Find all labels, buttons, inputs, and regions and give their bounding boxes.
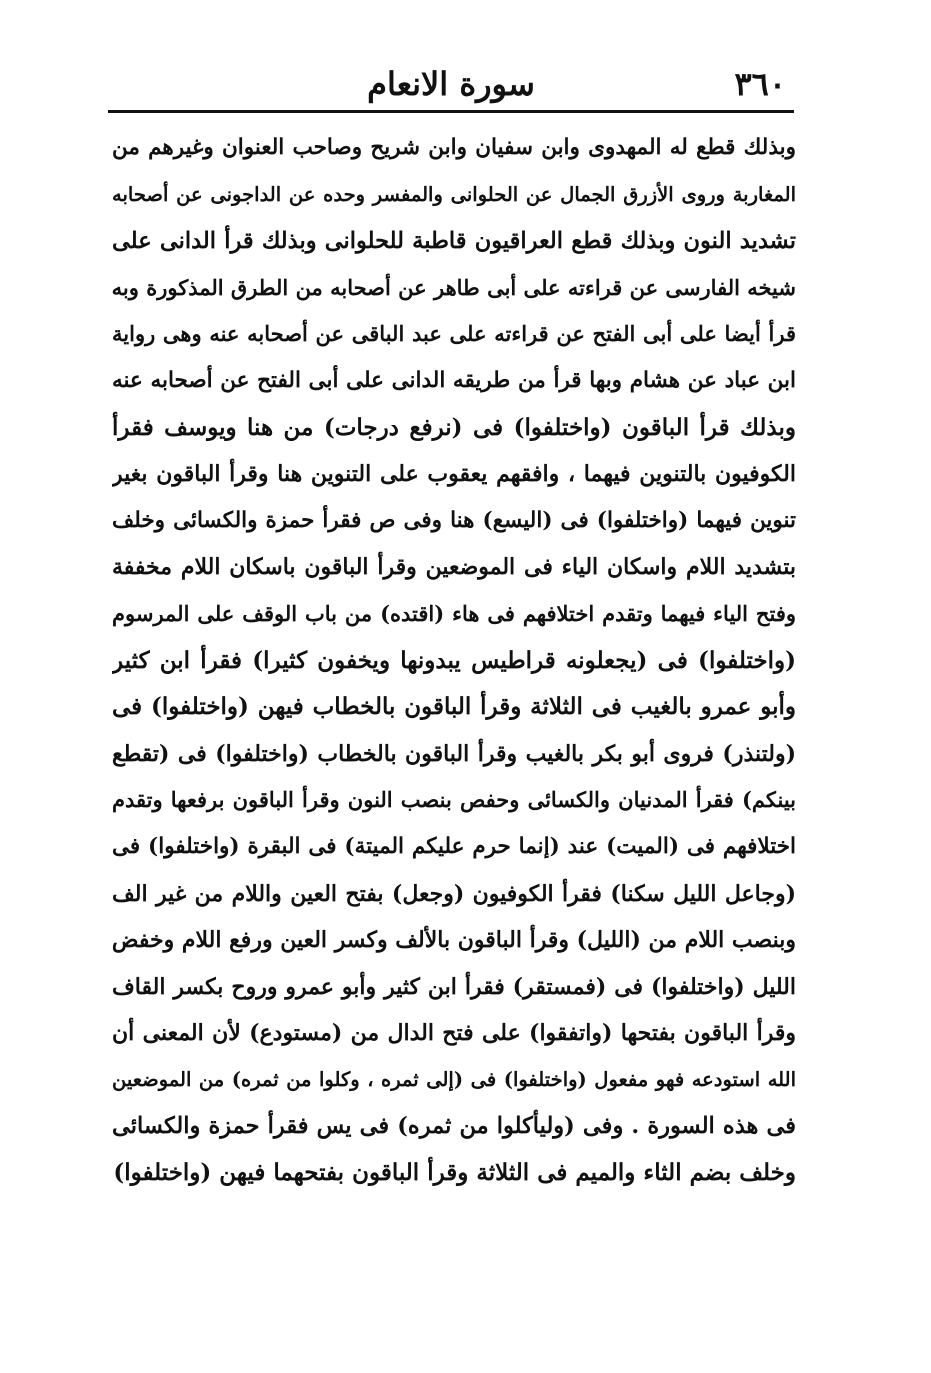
running-title: سورة الانعام (367, 65, 535, 103)
text-line: ابن عباد عن هشام وبها قرأ من طريقه الدانى على أبى الفتح عن أصحابه عنه (112, 367, 796, 393)
text-line: وبذلك قرأ الباقون (واختلفوا) فى (نرفع درجات) من هنا ويوسف فقرأ (112, 413, 796, 441)
text-line: وبنصب اللام من (الليل) وقرأ الباقون بالألف وكسر العين ورفع اللام وخفض (112, 927, 796, 954)
text-line: وخلف بضم الثاء والميم فى الثلاثة وقرأ الباقون بفتحهما فيهن (واختلفوا) (113, 1159, 796, 1187)
text-line: وأبو عمرو بالغيب فى الثلاثة وقرأ الباقون بالخطاب فيهن (واختلفوا) فى (112, 693, 796, 721)
text-line: تنوين فيهما (واختلفوا) فى (اليسع) هنا وفى ص فقرأ حمزة والكسائى وخلف (112, 507, 796, 533)
text-line: (وجاعل الليل سكنا) فقرأ الكوفيون (وجعل) بفتح العين واللام من غير الف (112, 880, 796, 907)
text-line: (واختلفوا) فى (يجعلونه قراطيس يبدونها ويخفون كثيرا) فقرأ ابن كثير (112, 646, 796, 674)
text-line: قرأ أيضا على أبى الفتح عن قراءته على عبد الباقى عن أصحابه عنه وهى رواية (112, 321, 796, 347)
body-text (112, 125, 796, 1197)
text-line: المغاربة وروى الأزرق الجمال عن الحلوانى والمفسر وحده عن الداجونى عن أصحابه (112, 182, 796, 206)
text-line: فى هذه السورة . وفى (وليأكلوا من ثمره) فى يس فقرأ حمزة والكسائى (112, 1113, 796, 1140)
page-header (108, 62, 794, 106)
text-line: شيخه الفارسى عن قراءته على أبى طاهر عن أصحابه من الطرق المذكورة وبه (112, 274, 796, 300)
text-line: تشديد النون وبذلك قطع العراقيون قاطبة للحلوانى وبذلك قرأ الدانى على (112, 228, 796, 255)
text-line: وفتح الياء فيهما وتقدم اختلافهم فى هاء (اقتده) من باب الوقف على المرسوم (112, 600, 796, 626)
text-line: بتشديد اللام واسكان الياء فى الموضعين وقرأ الباقون باسكان اللام مخففة (112, 554, 796, 581)
text-line: وقرأ الباقون بفتحها (واتفقوا) على فتح الدال من (مستودع) لأن المعنى أن (112, 1020, 796, 1047)
text-line: (ولتنذر) فروى أبو بكر بالغيب وقرأ الباقون بالخطاب (واختلفوا) فى (تقطع (112, 740, 796, 767)
page-number: ٣٦٠ (734, 65, 786, 103)
text-line: وبذلك قطع له المهدوى وابن سفيان وابن شريح وصاحب العنوان وغيرهم من (112, 135, 796, 160)
text-line: الله استودعه فهو مفعول (واختلفوا) فى (إلى ثمره ، وكلوا من ثمره) من الموضعين (112, 1067, 796, 1091)
text-line: الكوفيون بالتنوين فيهما ، وافقهم يعقوب على التنوين هنا وقرأ الباقون بغير (112, 461, 796, 488)
header-rule (108, 110, 794, 113)
text-line: اختلافهم فى (الميت) عند (إنما حرم عليكم الميتة) فى البقرة (واختلفوا) فى (112, 833, 796, 859)
text-line: بينكم) فقرأ المدنيان والكسائى وحفص بنصب النون وقرأ الباقون برفعها وتقدم (112, 787, 796, 813)
text-line: الليل (واختلفوا) فى (فمستقر) فقرأ ابن كثير وأبو عمرو وروح بكسر القاف (112, 973, 796, 1000)
